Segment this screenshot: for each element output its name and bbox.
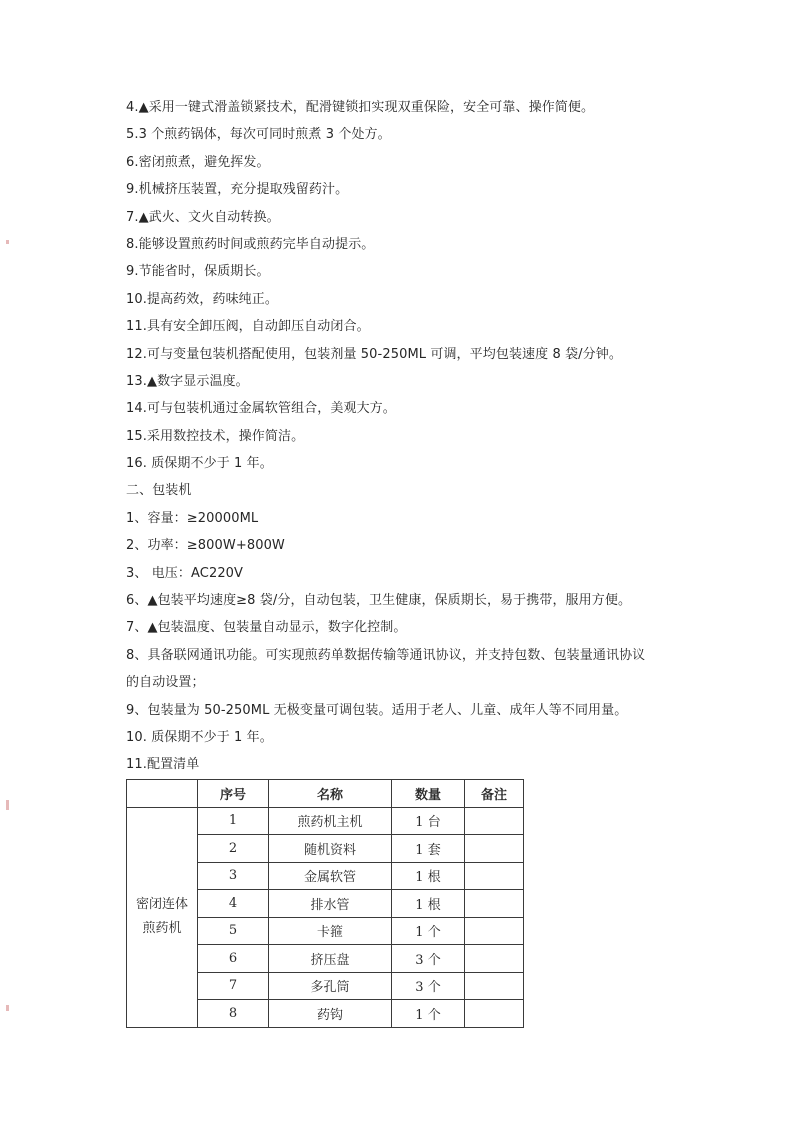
row-note <box>465 945 524 973</box>
row-no: 4 <box>198 890 269 918</box>
row-no: 3 <box>198 862 269 890</box>
spec-line: 8、具备联网通讯功能。可实现煎药单数据传输等通讯协议，并支持包数、包装量通讯协议 <box>126 647 646 663</box>
header-cell-name: 名称 <box>269 780 392 808</box>
spec-line: 16. 质保期不少于 1 年。 <box>126 456 273 472</box>
spec-line: 8.能够设置煎药时间或煎药完毕自动提示。 <box>126 236 375 252</box>
spec-line: 1、容量：≥20000ML <box>126 510 259 526</box>
row-no: 6 <box>198 945 269 973</box>
row-qty: 3 个 <box>392 972 465 1000</box>
spec-line: 的自动设置； <box>126 675 205 691</box>
spec-line: 14.可与包装机通过金属软管组合，美观大方。 <box>126 401 396 417</box>
spec-line: 9.机械挤压装置，充分提取残留药汁。 <box>126 182 349 198</box>
header-cell-qty: 数量 <box>392 780 465 808</box>
scan-artifact <box>6 1005 9 1011</box>
group-label-line: 煎药机 <box>142 921 182 936</box>
row-qty: 1 台 <box>392 807 465 835</box>
row-name: 多孔筒 <box>269 972 392 1000</box>
spec-line: 11.具有安全卸压阀，自动卸压自动闭合。 <box>126 319 370 335</box>
row-no: 2 <box>198 835 269 863</box>
row-name: 挤压盘 <box>269 945 392 973</box>
row-name: 煎药机主机 <box>269 807 392 835</box>
spec-line: 5.3 个煎药锅体，每次可同时煎煮 3 个处方。 <box>126 127 391 143</box>
table-header-row <box>127 780 524 808</box>
header-cell <box>127 780 198 808</box>
scan-artifact <box>6 240 9 244</box>
spec-line: 7、▲包装温度、包装量自动显示，数字化控制。 <box>126 620 407 636</box>
header-cell-no: 序号 <box>198 780 269 808</box>
spec-line: 15.采用数控技术，操作简洁。 <box>126 428 305 444</box>
row-qty: 1 根 <box>392 890 465 918</box>
spec-line: 9.节能省时，保质期长。 <box>126 264 270 280</box>
spec-line: 10.提高药效，药味纯正。 <box>126 291 278 307</box>
row-qty: 1 根 <box>392 862 465 890</box>
row-name: 卡箍 <box>269 917 392 945</box>
table-row <box>127 807 524 835</box>
row-note <box>465 972 524 1000</box>
spec-line: 11.配置清单 <box>126 757 200 773</box>
spec-text-block <box>126 94 766 779</box>
row-qty: 1 个 <box>392 1000 465 1028</box>
row-name: 排水管 <box>269 890 392 918</box>
spec-line: 13.▲数字显示温度。 <box>126 373 249 389</box>
spec-line: 6.密闭煎煮，避免挥发。 <box>126 154 270 170</box>
spec-line: 10. 质保期不少于 1 年。 <box>126 729 273 745</box>
row-note <box>465 862 524 890</box>
row-name: 金属软管 <box>269 862 392 890</box>
row-qty: 1 套 <box>392 835 465 863</box>
row-note <box>465 917 524 945</box>
row-qty: 1 个 <box>392 917 465 945</box>
row-qty: 3 个 <box>392 945 465 973</box>
row-note <box>465 835 524 863</box>
row-no: 7 <box>198 972 269 1000</box>
scan-artifact <box>6 800 9 810</box>
group-label-line: 密闭连体 <box>135 897 188 912</box>
spec-line: 3、 电压：AC220V <box>126 565 244 581</box>
row-name: 随机资料 <box>269 835 392 863</box>
row-note <box>465 807 524 835</box>
row-no: 5 <box>198 917 269 945</box>
spec-line: 2、功率：≥800W+800W <box>126 538 285 554</box>
row-name: 药钩 <box>269 1000 392 1028</box>
row-no: 8 <box>198 1000 269 1028</box>
config-table <box>126 779 524 1028</box>
spec-line: 9、包装量为 50-250ML 无极变量可调包装。适用于老人、儿童、成年人等不同用量。 <box>126 702 628 718</box>
spec-line: 12.可与变量包装机搭配使用，包装剂量 50-250ML 可调，平均包装速度 8 袋/分钟。 <box>126 346 622 362</box>
header-cell-note: 备注 <box>465 780 524 808</box>
group-label-cell <box>127 807 198 1027</box>
spec-line: 7.▲武火、文火自动转换。 <box>126 209 280 225</box>
spec-line: 6、▲包装平均速度≥8 袋/分，自动包装，卫生健康，保质期长，易于携带，服用方便。 <box>126 593 632 609</box>
spec-line: 4.▲采用一键式滑盖锁紧技术，配滑键锁扣实现双重保险，安全可靠、操作简便。 <box>126 100 595 115</box>
row-note <box>465 890 524 918</box>
row-note <box>465 1000 524 1028</box>
row-no: 1 <box>198 807 269 835</box>
section-heading: 二、包装机 <box>126 483 192 499</box>
